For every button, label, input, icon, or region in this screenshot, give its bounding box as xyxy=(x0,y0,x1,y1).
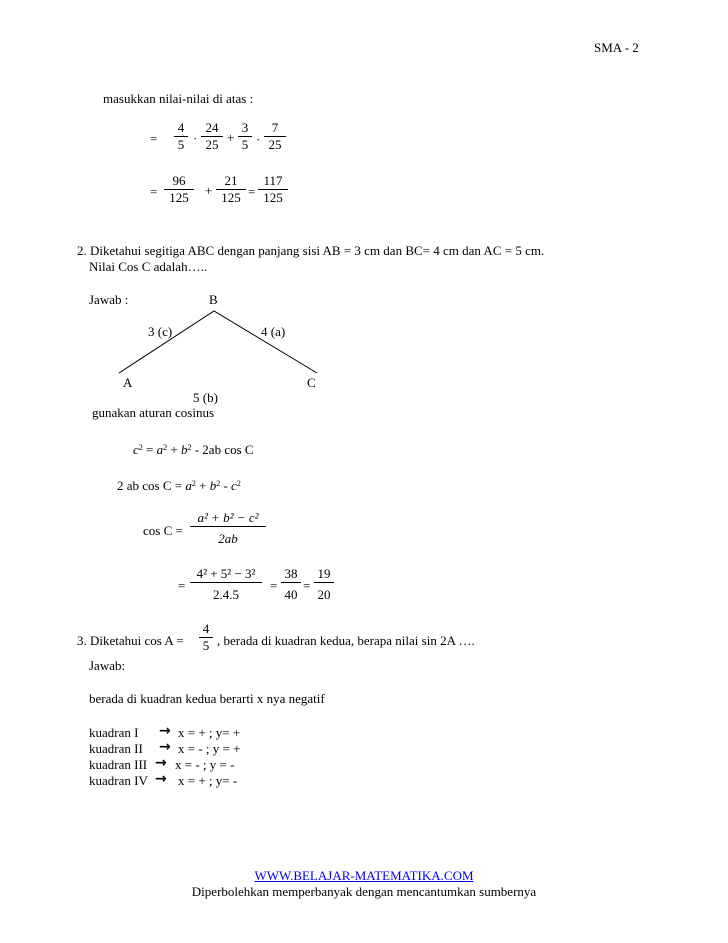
dot-operator: · xyxy=(256,132,261,147)
answer-label: Jawab : xyxy=(89,292,129,307)
fraction-4-5: $\frac{4}{5}$ xyxy=(199,622,213,653)
answer-label: Jawab: xyxy=(89,658,126,673)
equals-sign: = xyxy=(150,184,158,199)
website-link[interactable]: WWW.BELAJAR-MATEMATIKA.COM xyxy=(254,868,474,883)
vertex-c-label: C xyxy=(307,375,316,390)
cosine-rule-rearranged: 2 ab $\cos C = a^2 + b^2 - c^2$ xyxy=(117,478,241,493)
intro-text: masukkan nilai-nilai di atas : xyxy=(103,91,254,106)
vertex-b-label: B xyxy=(209,292,218,307)
fraction-4-5: $\frac{4}{5}$ xyxy=(174,121,188,152)
fraction-24-25: $\frac{24}{25}$ xyxy=(201,121,223,152)
equals-sign: = xyxy=(150,131,158,146)
cosine-rule-formula: $c^2 = a^2 + b^2 - 2ab$ cos C xyxy=(133,442,254,457)
quadrant-rule: x = - ; y = + xyxy=(178,741,241,756)
fraction-96-125: $\frac{96}{125}$ xyxy=(164,174,194,205)
cosine-rule-text: gunakan aturan cosinus xyxy=(92,405,215,420)
equals-sign: = xyxy=(178,578,186,593)
fraction-38-40: $\frac{38}{40}$ xyxy=(281,567,301,602)
problem-2-statement: 2. Diketahui segitiga ABC dengan panjang sisi AB = 3 cm dan BC= 4 cm dan AC = 5 cm. xyxy=(77,243,545,258)
side-ab-label: 3 (c) xyxy=(148,324,173,339)
arrow-right-icon: → xyxy=(155,771,167,787)
quadrant-rule: x = + ; y= - xyxy=(178,773,238,788)
list-item: kuadran III xyxy=(89,757,148,772)
fraction-19-20: $\frac{19}{20}$ xyxy=(314,567,334,602)
arrow-right-icon: → xyxy=(155,755,167,771)
problem-3-question: , berada di kuadran kedua, berapa nilai sin 2A …. xyxy=(217,633,475,648)
plus-sign: + xyxy=(227,130,235,145)
dot-operator: · xyxy=(193,131,198,146)
copyright-notice: Diperbolehkan memperbanyak dengan mencantumkan sumbernya xyxy=(191,884,537,899)
quadrant-rule: x = - ; y = - xyxy=(175,757,235,772)
plus-sign: + xyxy=(205,183,213,198)
fraction-117-125: $\frac{117}{125}$ xyxy=(258,174,288,205)
arrow-right-icon: → xyxy=(159,723,171,739)
cos-c-numeric-fraction: $\frac{\text{4² + 5² − 3²}}{2.4.5}$ xyxy=(190,567,262,602)
list-item: kuadran II xyxy=(89,741,143,756)
arrow-right-icon: → xyxy=(159,739,171,755)
fraction-21-125: $\frac{21}{125}$ xyxy=(216,174,246,205)
page-label: SMA - 2 xyxy=(594,40,639,55)
equals-sign: = xyxy=(303,578,311,593)
quadrant-note: berada di kuadran kedua berarti x nya negatif xyxy=(89,691,325,706)
list-item: kuadran I xyxy=(89,725,139,740)
fraction-7-25: $\frac{7}{25}$ xyxy=(264,121,286,152)
triangle-sides xyxy=(119,311,317,373)
problem-3-prefix: 3. Diketahui cos A = xyxy=(77,633,184,648)
cos-c-general-fraction: $\frac{\text{a² + b² − c²}}{2ab}$ xyxy=(190,511,266,546)
list-item: kuadran IV xyxy=(89,773,148,788)
vertex-a-label: A xyxy=(123,375,133,390)
side-ac-label: 5 (b) xyxy=(193,390,218,405)
fraction-3-5: $\frac{3}{5}$ xyxy=(238,121,252,152)
side-bc-label: 4 (a) xyxy=(261,324,286,339)
cos-c-label: cos C = xyxy=(143,523,183,538)
quadrant-rule: x = + ; y= + xyxy=(178,725,241,740)
problem-2-question: Nilai Cos C adalah….. xyxy=(89,259,208,274)
equals-sign: = xyxy=(248,184,256,199)
equals-sign: = xyxy=(270,578,278,593)
